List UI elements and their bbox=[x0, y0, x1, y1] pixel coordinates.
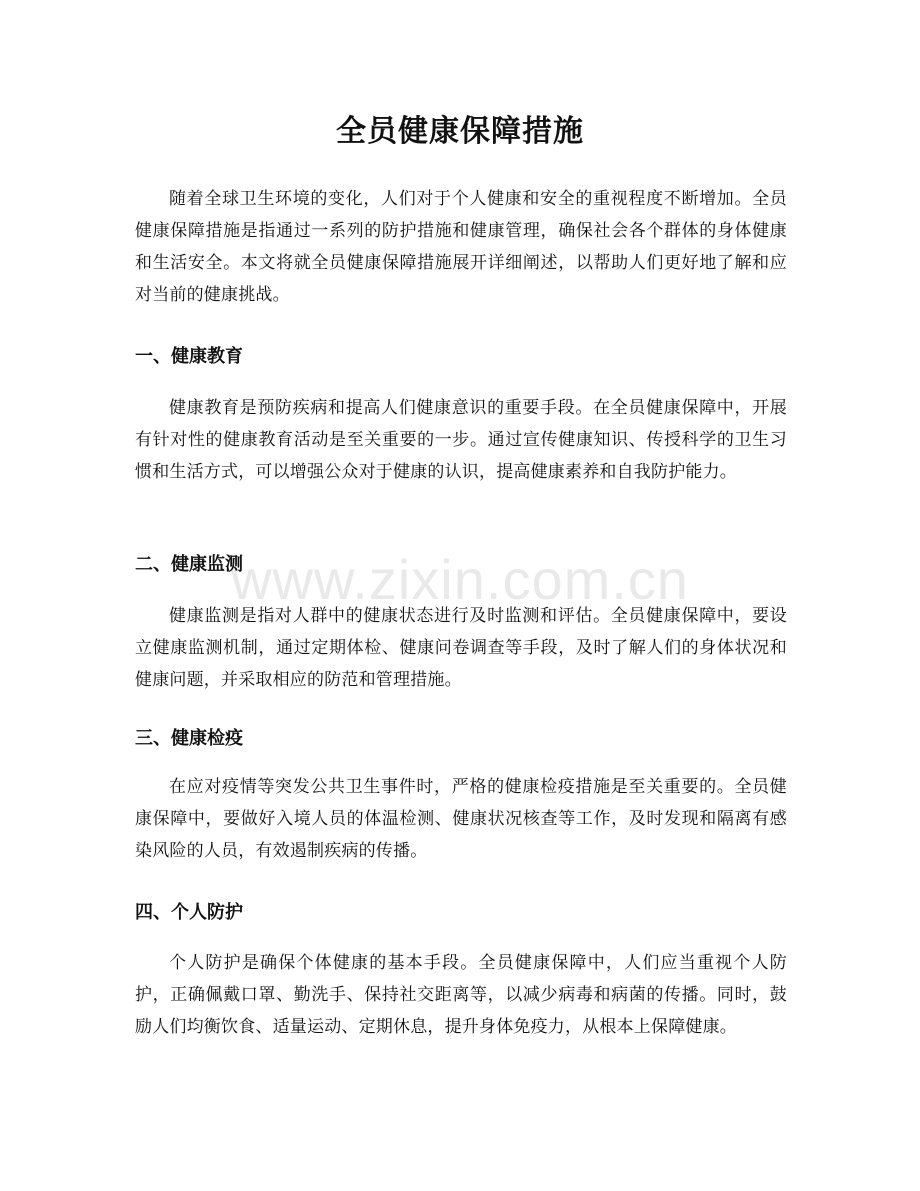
section-heading-monitoring: 二、健康监测 bbox=[135, 554, 243, 575]
section-heading-quarantine: 三、健康检疫 bbox=[135, 728, 243, 749]
section-body-monitoring: 健康监测是指对人群中的健康状态进行及时监测和评估。全员健康保障中，要设立健康监测机制，通过定期体检、健康问卷调查等手段，及时了解人们的身体状况和健康问题，并采取相应的防范和管理措施。 bbox=[135, 606, 787, 690]
section-body-education: 健康教育是预防疾病和提高人们健康意识的重要手段。在全员健康保障中，开展有针对性的健康教育活动是至关重要的一步。通过宣传健康知识、传授科学的卫生习惯和生活方式，可以增强公众对于健康的认识，提高健康素养和自我防护能力。 bbox=[135, 398, 787, 482]
watermark: www.zixin.com.cn bbox=[231, 548, 689, 611]
section-body-protection: 个人防护是确保个体健康的基本手段。全员健康保障中，人们应当重视个人防护，正确佩戴口罩、勤洗手、保持社交距离等，以减少病毒和病菌的传播。同时，鼓励人们均衡饮食、适量运动、定期休息，提升身体免疫力，从根本上保障健康。 bbox=[135, 953, 787, 1037]
document-title: 全员健康保障措施 bbox=[336, 114, 584, 149]
section-heading-protection: 四、个人防护 bbox=[135, 902, 243, 923]
section-body-quarantine: 在应对疫情等突发公共卫生事件时，严格的健康检疫措施是至关重要的。全员健康保障中，要做好入境人员的体温检测、健康状况核查等工作，及时发现和隔离有感染风险的人员，有效遏制疾病的传播。 bbox=[135, 777, 787, 861]
intro-paragraph: 随着全球卫生环境的变化，人们对于个人健康和安全的重视程度不断增加。全员健康保障措施是指通过一系列的防护措施和健康管理，确保社会各个群体的身体健康和生活安全。本文将就全员健康保障措施展开详细阐述，以帮助人们更好地了解和应对当前的健康挑战。 bbox=[135, 189, 787, 305]
section-heading-education: 一、健康教育 bbox=[135, 346, 243, 367]
